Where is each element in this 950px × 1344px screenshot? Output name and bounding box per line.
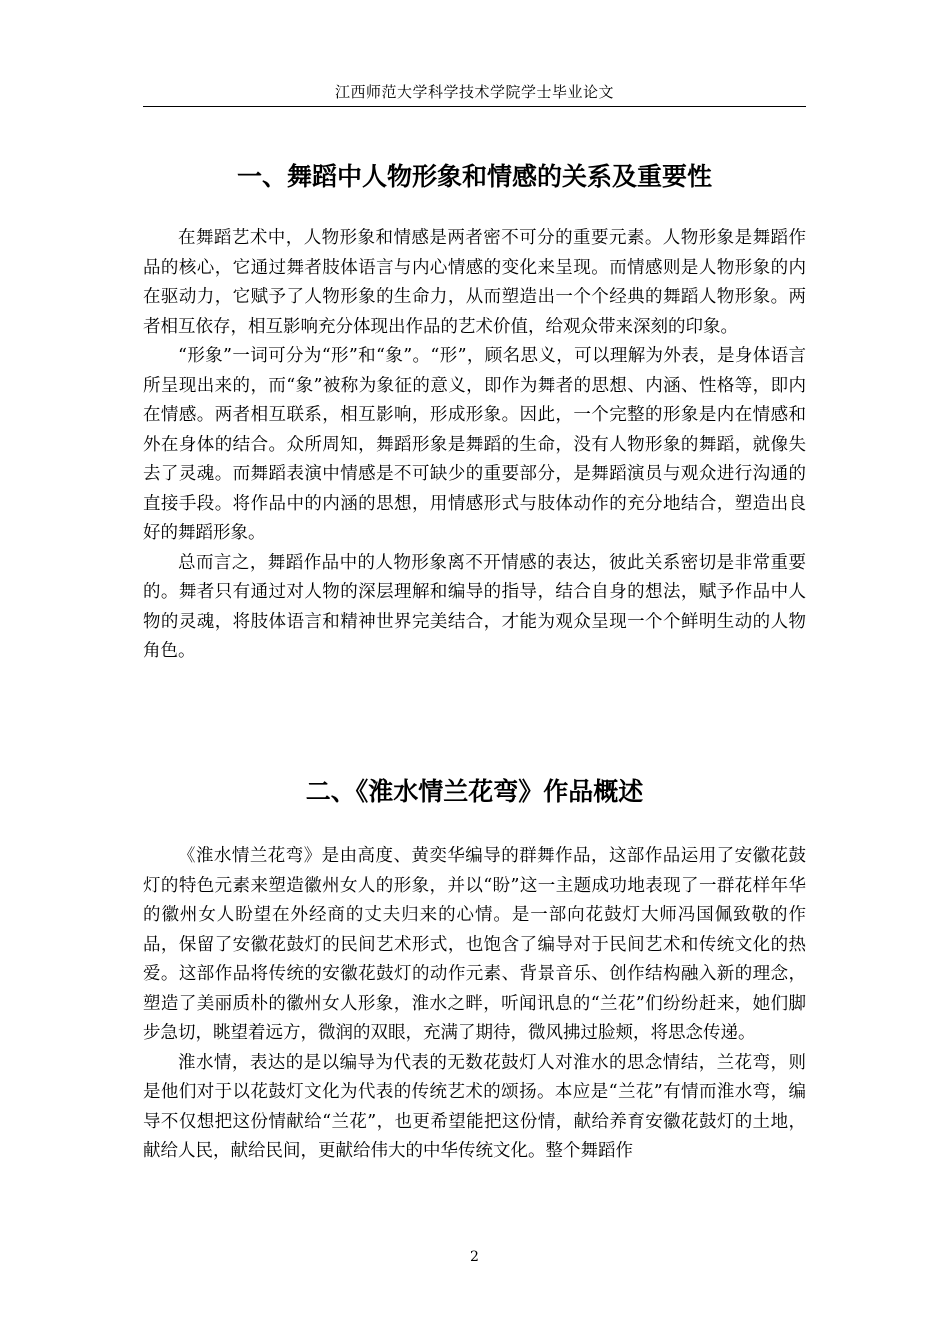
header-rule [143,106,806,107]
paragraph: “形象”一词可分为“形”和“象”。“形”，顾名思义，可以理解为外表，是身体语言所呈现出来的，而“象”被称为象征的意义，即作为舞者的思想、内涵、性格等，即内在情感。两者相互联系，相互影响，形成形象。因此，一个完整的形象是内在情感和外在身体的结合。众所周知，舞蹈形象是舞蹈的生命，没有人物形象的舞蹈，就像失去了灵魂。而舞蹈表演中情感是不可缺少的重要部分，是舞蹈演员与观众进行沟通的直接手段。将作品中的内涵的思想，用情感形式与肢体动作的充分地结合，塑造出良好的舞蹈形象。 [143,346,806,543]
paragraph: 淮水情，表达的是以编导为代表的无数花鼓灯人对淮水的思念情结，兰花弯，则是他们对于以花鼓灯文化为代表的传统艺术的颂扬。本应是“兰花”有情而淮水弯，编导不仅想把这份情献给“兰花”，也更希望能把这份情，献给养育安徽花鼓灯的土地，献给人民，献给民间，更献给伟大的中华传统文化。整个舞蹈作 [143,1052,806,1161]
section-heading-2: 二、《淮水情兰花弯》作品概述 [305,777,644,806]
page-number: 2 [470,1249,479,1265]
running-header: 江西师范大学科学技术学院学士毕业论文 [334,83,614,101]
section-heading-1: 一、舞蹈中人物形象和情感的关系及重要性 [236,162,712,191]
paragraph: 在舞蹈艺术中，人物形象和情感是两者密不可分的重要元素。人物形象是舞蹈作品的核心，它通过舞者肢体语言与内心情感的变化来呈现。而情感则是人物形象的内在驱动力，它赋予了人物形象的生命力，从而塑造出一个个经典的舞蹈人物形象。两者相互依存，相互影响充分体现出作品的艺术价值，给观众带来深刻的印象。 [143,228,806,337]
section-2-body [143,842,806,1167]
section-1-body [143,224,806,667]
paragraph: 《淮水情兰花弯》是由高度、黄奕华编导的群舞作品，这部作品运用了安徽花鼓灯的特色元素来塑造徽州女人的形象，并以“盼”这一主题成功地表现了一群花样年华的徽州女人盼望在外经商的丈夫归来的心情。是一部向花鼓灯大师冯国佩致敬的作品，保留了安徽花鼓灯的民间艺术形式，也饱含了编导对于民间艺术和传统文化的热爱。这部作品将传统的安徽花鼓灯的动作元素、背景音乐、创作结构融入新的理念，塑造了美丽质朴的徽州女人形象，淮水之畔，听闻讯息的“兰花”们纷纷赶来，她们脚步急切，眺望着远方，微润的双眼，充满了期待，微风拂过脸颊，将思念传递。 [143,846,806,1043]
paragraph: 总而言之，舞蹈作品中的人物形象离不开情感的表达，彼此关系密切是非常重要的。舞者只有通过对人物的深层理解和编导的指导，结合自身的想法，赋予作品中人物的灵魂，将肢体语言和精神世界完美结合，才能为观众呈现一个个鲜明生动的人物角色。 [143,552,806,661]
